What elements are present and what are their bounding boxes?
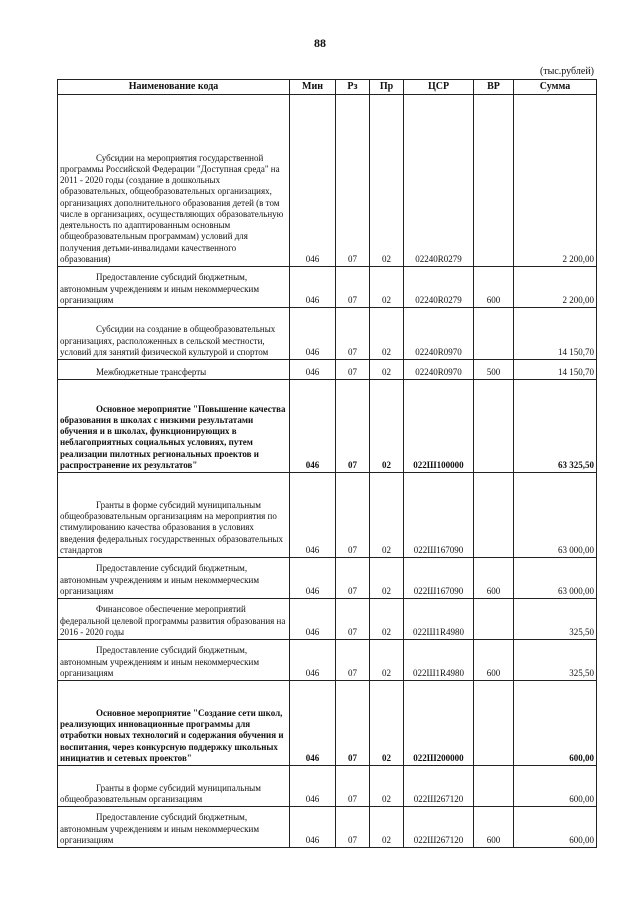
- row-name-text: Гранты в форме субсидий муниципальным общеобразовательным организациям: [60, 782, 261, 804]
- row-vr-cell: [474, 308, 514, 360]
- row-rz-cell: 07: [336, 766, 370, 807]
- row-sum-cell: 325,50: [514, 599, 597, 640]
- row-sum-cell: 63 000,00: [514, 558, 597, 599]
- row-name-cell: [58, 599, 290, 640]
- row-name-text: Предоставление субсидий бюджетным, автономным учреждениям и иным некоммерческим организациям: [60, 812, 260, 845]
- row-name-text: Субсидии на мероприятия государственной программы Российской Федерации "Доступная среда" на 2011 - 2020 годы (создание в дошкольных образовательных, общеобразовательных организациях, организациях дополнительного образования детей (в том числе в организациях, осуществляющих образовательную деятельность по адаптированным основным общеобразовательным программам) условий для получения детьми-инвалидами качественного образования): [60, 152, 284, 264]
- header-sum: Сумма: [514, 80, 597, 95]
- header-csr: ЦСР: [404, 80, 474, 95]
- row-sum-cell: 2 200,00: [514, 267, 597, 308]
- row-name-cell: [58, 681, 290, 766]
- row-min-cell: 046: [290, 95, 336, 267]
- table-row: [58, 308, 597, 360]
- row-rz-cell: 07: [336, 807, 370, 848]
- row-pr-cell: 02: [370, 766, 404, 807]
- header-min: Мин: [290, 80, 336, 95]
- row-name-cell: [58, 766, 290, 807]
- row-csr-cell: 022Ш167090: [404, 558, 474, 599]
- row-min-cell: 046: [290, 766, 336, 807]
- row-name-cell: [58, 640, 290, 681]
- row-name-cell: [58, 95, 290, 267]
- row-vr-cell: [474, 473, 514, 558]
- row-rz-cell: 07: [336, 95, 370, 267]
- row-csr-cell: 022Ш1R4980: [404, 640, 474, 681]
- row-name-cell: [58, 380, 290, 473]
- row-pr-cell: 02: [370, 380, 404, 473]
- table-header-row: [58, 80, 597, 95]
- row-name-cell: [58, 473, 290, 558]
- row-name-text: Предоставление субсидий бюджетным, автономным учреждениям и иным некоммерческим организациям: [60, 645, 260, 678]
- row-sum-cell: 600,00: [514, 766, 597, 807]
- row-csr-cell: 02240R0970: [404, 360, 474, 380]
- row-vr-cell: 600: [474, 267, 514, 308]
- header-rz: Рз: [336, 80, 370, 95]
- row-rz-cell: 07: [336, 267, 370, 308]
- row-rz-cell: 07: [336, 380, 370, 473]
- row-name-cell: [58, 807, 290, 848]
- row-vr-cell: [474, 681, 514, 766]
- row-pr-cell: 02: [370, 558, 404, 599]
- header-name: Наименование кода: [58, 80, 290, 95]
- row-csr-cell: 022Ш267120: [404, 766, 474, 807]
- row-csr-cell: 02240R0279: [404, 95, 474, 267]
- row-name-text: Финансовое обеспечение мероприятий федеральной целевой программы развития образования на 2016 - 2020 годы: [60, 604, 286, 637]
- row-vr-cell: 600: [474, 807, 514, 848]
- row-csr-cell: 022Ш100000: [404, 380, 474, 473]
- row-pr-cell: 02: [370, 267, 404, 308]
- row-rz-cell: 07: [336, 599, 370, 640]
- row-rz-cell: 07: [336, 360, 370, 380]
- table-row: [58, 766, 597, 807]
- row-sum-cell: 600,00: [514, 807, 597, 848]
- row-csr-cell: 022Ш167090: [404, 473, 474, 558]
- table-row: [58, 473, 597, 558]
- row-rz-cell: 07: [336, 640, 370, 681]
- row-pr-cell: 02: [370, 681, 404, 766]
- row-sum-cell: 63 000,00: [514, 473, 597, 558]
- row-min-cell: 046: [290, 473, 336, 558]
- table-row: [58, 640, 597, 681]
- row-pr-cell: 02: [370, 95, 404, 267]
- row-name-text: Основное мероприятие "Создание сети школ, реализующих инновационные программы для отработки новых технологий и содержания обучения и воспитания, через конкурсную поддержку школьных инициатив и сетевых проектов": [60, 707, 284, 763]
- row-rz-cell: 07: [336, 473, 370, 558]
- row-name-cell: [58, 308, 290, 360]
- row-vr-cell: [474, 599, 514, 640]
- row-min-cell: 046: [290, 308, 336, 360]
- row-name-cell: [58, 360, 290, 380]
- table-row: [58, 599, 597, 640]
- table-row: [58, 558, 597, 599]
- row-vr-cell: 600: [474, 640, 514, 681]
- row-pr-cell: 02: [370, 308, 404, 360]
- table-body: [58, 95, 597, 848]
- row-min-cell: 046: [290, 599, 336, 640]
- row-rz-cell: 07: [336, 681, 370, 766]
- row-name-text: Основное мероприятие "Повышение качества образования в школах с низкими результатами обучения и в школах, функционирующих в неблагоприятных социальных условиях, путем реализации пилотных региональных проектов и распространение их результатов": [60, 403, 286, 470]
- header-pr: Пр: [370, 80, 404, 95]
- row-sum-cell: 600,00: [514, 681, 597, 766]
- row-min-cell: 046: [290, 681, 336, 766]
- row-pr-cell: 02: [370, 640, 404, 681]
- row-pr-cell: 02: [370, 599, 404, 640]
- row-sum-cell: 14 150,70: [514, 360, 597, 380]
- row-csr-cell: 022Ш1R4980: [404, 599, 474, 640]
- row-min-cell: 046: [290, 380, 336, 473]
- row-vr-cell: 600: [474, 558, 514, 599]
- table-row: [58, 267, 597, 308]
- row-pr-cell: 02: [370, 473, 404, 558]
- page-number: 88: [314, 36, 326, 50]
- row-pr-cell: 02: [370, 360, 404, 380]
- row-name-text: Межбюджетные трансферты: [96, 366, 207, 377]
- row-rz-cell: 07: [336, 308, 370, 360]
- row-pr-cell: 02: [370, 807, 404, 848]
- row-name-text: Предоставление субсидий бюджетным, автономным учреждениям и иным некоммерческим организациям: [60, 563, 260, 596]
- row-csr-cell: 022Ш267120: [404, 807, 474, 848]
- row-vr-cell: [474, 380, 514, 473]
- row-sum-cell: 14 150,70: [514, 308, 597, 360]
- table-row: [58, 807, 597, 848]
- row-vr-cell: [474, 95, 514, 267]
- budget-table: [57, 79, 597, 848]
- table-row: [58, 380, 597, 473]
- row-min-cell: 046: [290, 267, 336, 308]
- row-vr-cell: [474, 766, 514, 807]
- row-min-cell: 046: [290, 807, 336, 848]
- row-sum-cell: 2 200,00: [514, 95, 597, 267]
- header-vr: ВР: [474, 80, 514, 95]
- table-row: [58, 681, 597, 766]
- row-min-cell: 046: [290, 360, 336, 380]
- row-name-cell: [58, 267, 290, 308]
- units-label: (тыс.рублей): [539, 66, 594, 77]
- row-name-cell: [58, 558, 290, 599]
- row-sum-cell: 63 325,50: [514, 380, 597, 473]
- row-csr-cell: 022Ш200000: [404, 681, 474, 766]
- table-row: [58, 360, 597, 380]
- table-row: [58, 95, 597, 267]
- row-name-text: Субсидии на создание в общеобразовательных организациях, расположенных в сельской местности, условий для занятий физической культурой и спортом: [60, 324, 276, 357]
- row-min-cell: 046: [290, 558, 336, 599]
- row-sum-cell: 325,50: [514, 640, 597, 681]
- row-csr-cell: 02240R0970: [404, 308, 474, 360]
- row-name-text: Предоставление субсидий бюджетным, автономным учреждениям и иным некоммерческим организациям: [60, 272, 260, 305]
- row-name-text: Гранты в форме субсидий муниципальным общеобразовательным организациям на мероприятия по стимулированию качества образования в условиях введения федеральных государственных образовательных стандартов: [60, 499, 283, 555]
- row-csr-cell: 02240R0279: [404, 267, 474, 308]
- row-min-cell: 046: [290, 640, 336, 681]
- row-vr-cell: 500: [474, 360, 514, 380]
- row-rz-cell: 07: [336, 558, 370, 599]
